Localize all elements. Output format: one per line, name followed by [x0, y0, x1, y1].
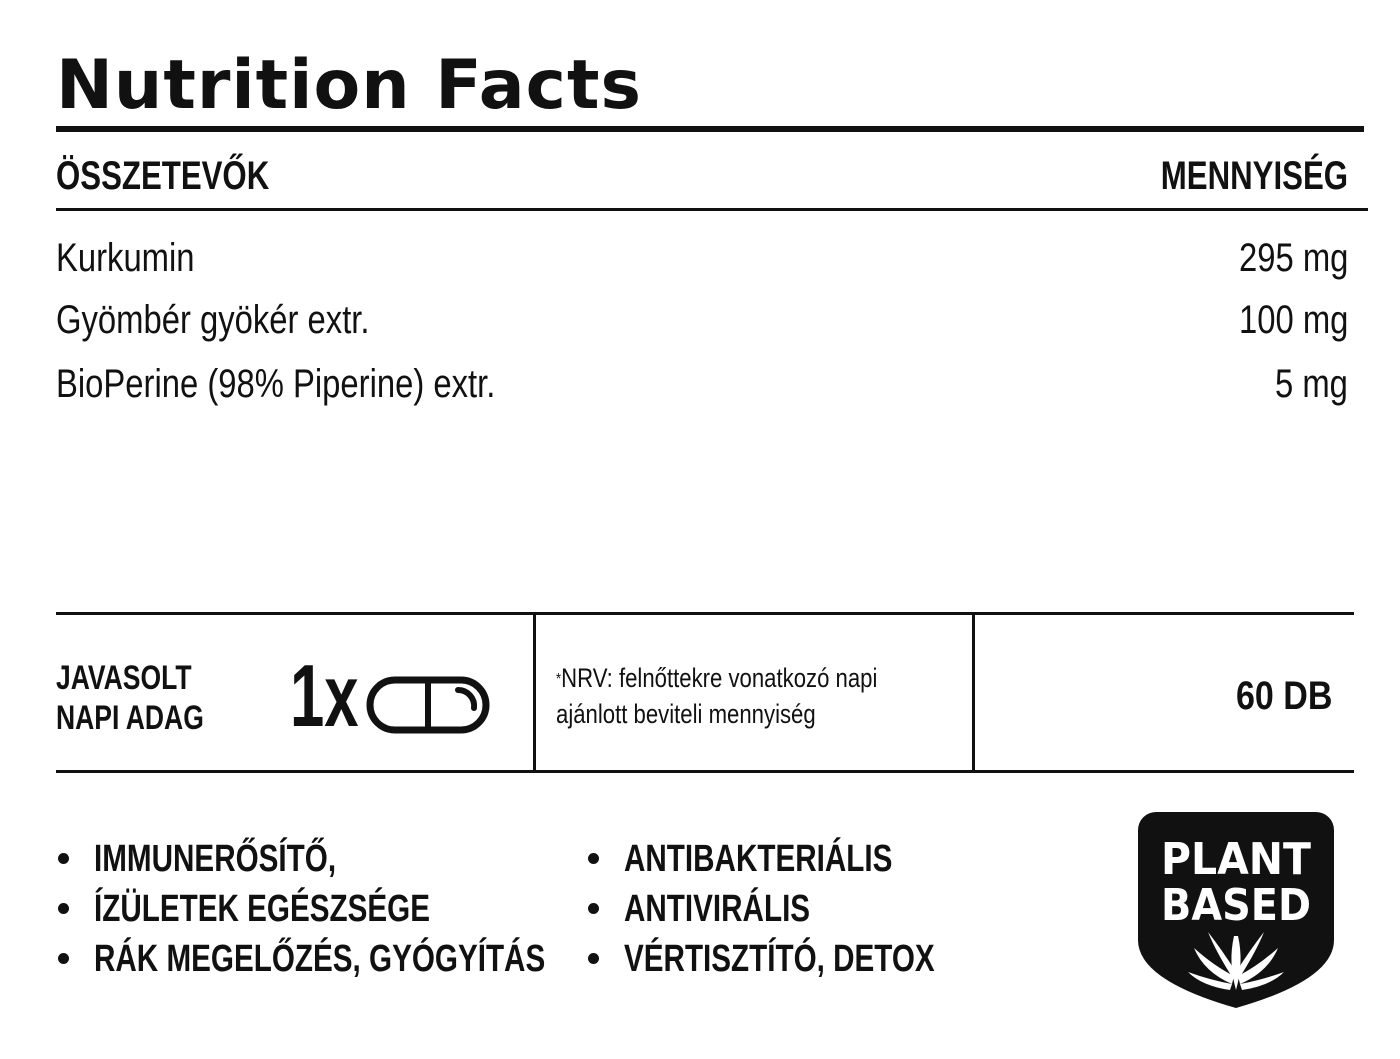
ingredient-amount: 5 mg: [1275, 362, 1348, 406]
bullet-icon: [588, 953, 599, 964]
dosage-count: 1x: [290, 646, 359, 745]
benefit-item: VÉRTISZTÍTÓ, DETOX: [624, 938, 935, 980]
bullet-icon: [58, 903, 69, 914]
info-strip-divider: [533, 612, 536, 773]
badge-text: PLANT: [1161, 834, 1311, 885]
ingredient-amount: 100 mg: [1238, 298, 1348, 342]
capsule-icon: [366, 676, 490, 734]
bullet-icon: [58, 853, 69, 864]
benefit-item: ANTIVIRÁLIS: [624, 888, 811, 930]
bullet-icon: [58, 953, 69, 964]
bullet-icon: [588, 853, 599, 864]
plant-based-badge: [1138, 812, 1334, 1008]
nrv-line: ajánlott beviteli mennyiség: [556, 699, 816, 729]
ingredient-name: BioPerine (98% Piperine) extr.: [56, 362, 496, 406]
benefit-item: ANTIBAKTERIÁLIS: [624, 838, 893, 880]
benefit-item: RÁK MEGELŐZÉS, GYÓGYÍTÁS: [94, 938, 546, 980]
package-count: 60 DB: [1235, 674, 1332, 718]
ingredient-name: Kurkumin: [56, 236, 195, 280]
nrv-note: [556, 660, 982, 732]
page-title: Nutrition Facts: [56, 46, 642, 125]
badge-text: BASED: [1161, 880, 1311, 931]
dosage-label: [56, 658, 204, 738]
ingredient-name: Gyömbér gyökér extr.: [56, 298, 370, 342]
column-header-ingredients: ÖSSZETEVŐK: [56, 154, 270, 198]
info-strip-top-border: [56, 612, 1354, 615]
title-divider: [56, 126, 1364, 132]
nrv-marker: *: [556, 671, 562, 688]
benefit-item: IMMUNERŐSÍTŐ,: [94, 838, 337, 880]
nrv-text: NRV: felnőttekre vonatkozó napi: [561, 663, 878, 693]
dosage-label-line: JAVASOLT: [56, 659, 192, 697]
dosage-label-line: NAPI ADAG: [56, 699, 204, 737]
nrv-line: [556, 660, 982, 696]
column-header-amount: MENNYISÉG: [1160, 154, 1348, 198]
bullet-icon: [588, 903, 599, 914]
benefit-item: ÍZÜLETEK EGÉSZSÉGE: [94, 888, 430, 930]
header-divider: [56, 208, 1368, 211]
ingredient-amount: 295 mg: [1238, 236, 1348, 280]
info-strip-bottom-border: [56, 770, 1354, 773]
